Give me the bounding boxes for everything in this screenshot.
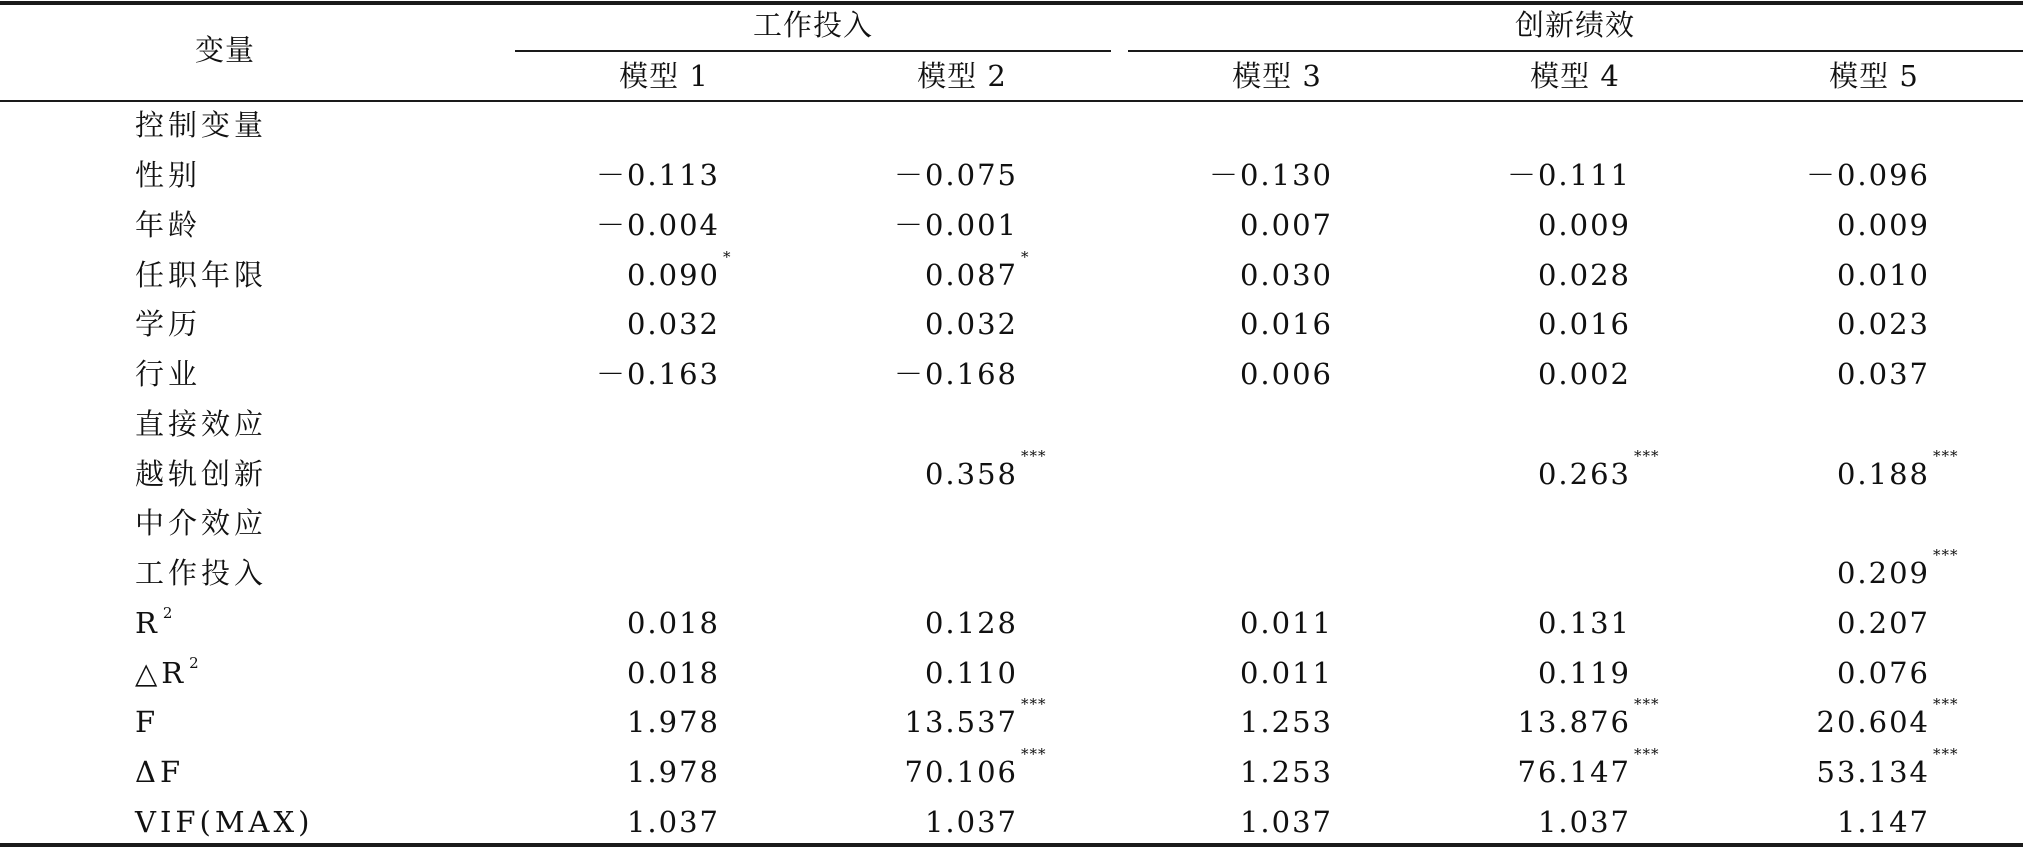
- table-cell: [1209, 158, 1333, 192]
- row-label-text: R: [135, 606, 161, 640]
- row-label-text: VIF(MAX): [135, 805, 314, 839]
- cell-value: 1.147: [1836, 805, 1930, 839]
- row-label: [135, 755, 184, 789]
- table-cell: [1837, 357, 1930, 391]
- cell-value: 53.134: [1816, 755, 1930, 789]
- cell-value: 0.076: [1836, 656, 1930, 690]
- cell-value: 13.537: [904, 705, 1018, 739]
- table-cell: [1837, 805, 1930, 839]
- cell-value: －0.075: [893, 158, 1018, 192]
- table-cell: [924, 248, 1030, 292]
- cell-value: 0.006: [1239, 357, 1333, 391]
- cell-value: 0.016: [1537, 307, 1631, 341]
- row-label: [135, 258, 267, 292]
- group2-underline: [1128, 50, 2023, 52]
- table-cell: [1837, 258, 1930, 292]
- row-label-text: △R: [135, 656, 188, 690]
- row-label: [135, 407, 267, 441]
- row-label-text: 行业: [135, 357, 202, 391]
- cell-value: －0.163: [595, 357, 720, 391]
- cell-value: 13.876: [1517, 705, 1631, 739]
- table-cell: [1240, 357, 1333, 391]
- cell-value: 0.037: [1836, 357, 1930, 391]
- cell-value: 76.147: [1517, 755, 1631, 789]
- table-cell: [1240, 307, 1333, 341]
- cell-value: 1.037: [1239, 805, 1333, 839]
- cell-value: －0.004: [595, 208, 720, 242]
- row-label-superscript: 2: [162, 604, 173, 623]
- table-cell: [596, 158, 720, 192]
- table-cell: [1538, 357, 1631, 391]
- significance-mark: *: [723, 248, 732, 266]
- table-cell: [1240, 606, 1333, 640]
- bottom-rule: [0, 843, 2023, 847]
- row-label: [135, 158, 201, 192]
- table-cell: [1538, 606, 1631, 640]
- cell-value: 0.119: [1537, 656, 1631, 690]
- significance-mark: ***: [1933, 745, 1959, 763]
- row-label-text: 工作投入: [135, 556, 268, 590]
- cell-value: 0.030: [1239, 258, 1333, 292]
- table-cell: [1837, 606, 1930, 640]
- significance-mark: ***: [1634, 695, 1660, 713]
- row-label: [135, 656, 199, 690]
- table-cell: [1507, 158, 1631, 192]
- row-label-text: 越轨创新: [135, 457, 268, 491]
- cell-value: 0.110: [924, 656, 1018, 690]
- significance-mark: ***: [1021, 447, 1047, 465]
- cell-value: 1.037: [924, 805, 1018, 839]
- cell-value: 0.090: [626, 258, 720, 292]
- cell-value: 0.207: [1836, 606, 1930, 640]
- row-label-text: F: [135, 705, 160, 739]
- cell-value: －0.111: [1506, 158, 1631, 192]
- row-label: [135, 357, 201, 391]
- cell-value: 0.023: [1836, 307, 1930, 341]
- cell-value: 1.037: [1537, 805, 1631, 839]
- significance-mark: ***: [1933, 695, 1959, 713]
- cell-value: 1.253: [1239, 705, 1333, 739]
- table-cell: [925, 805, 1018, 839]
- significance-mark: ***: [1021, 745, 1047, 763]
- table-cell: [1837, 307, 1930, 341]
- row-label: [135, 556, 267, 590]
- table-cell: [1240, 208, 1333, 242]
- row-label-text: 性别: [135, 158, 202, 192]
- model-header: 模型 3: [1232, 59, 1322, 93]
- cell-value: 0.188: [1836, 457, 1930, 491]
- table-cell: [1538, 307, 1631, 341]
- cell-value: 0.011: [1239, 656, 1333, 690]
- row-label: [135, 506, 267, 540]
- significance-mark: ***: [1634, 447, 1660, 465]
- row-label-text: 中介效应: [135, 506, 268, 540]
- table-cell: [627, 805, 720, 839]
- table-cell: [904, 695, 1047, 739]
- table-cell: [1537, 447, 1660, 491]
- cell-value: 0.002: [1537, 357, 1631, 391]
- table-cell: [1240, 755, 1333, 789]
- row-label-text: ΔF: [135, 755, 185, 789]
- significance-mark: ***: [1933, 546, 1959, 564]
- cell-value: 1.037: [626, 805, 720, 839]
- row-label: [135, 307, 201, 341]
- table-cell: [1837, 208, 1930, 242]
- table-cell: [1517, 745, 1660, 789]
- table-cell: [894, 357, 1018, 391]
- table-cell: [596, 208, 720, 242]
- row-label: [135, 457, 267, 491]
- table-cell: [894, 208, 1018, 242]
- model-header: 模型 1: [619, 59, 709, 93]
- table-cell: [627, 307, 720, 341]
- table-cell: [1816, 745, 1959, 789]
- significance-mark: ***: [1021, 695, 1047, 713]
- table-cell: [1538, 208, 1631, 242]
- cell-value: 0.016: [1239, 307, 1333, 341]
- cell-value: 0.358: [924, 457, 1018, 491]
- row-label-superscript: 2: [189, 654, 199, 673]
- table-cell: [1240, 805, 1333, 839]
- row-label: [135, 705, 159, 739]
- row-label-text: 控制变量: [135, 108, 268, 142]
- cell-value: 0.032: [924, 307, 1018, 341]
- table-cell: [1538, 656, 1631, 690]
- group-header-work-engagement: 工作投入: [752, 8, 874, 42]
- table-cell: [925, 656, 1018, 690]
- cell-value: 0.028: [1537, 258, 1631, 292]
- model-header: 模型 5: [1829, 59, 1919, 93]
- row-label: [135, 606, 172, 640]
- table-cell: [596, 357, 720, 391]
- row-label-text: 年龄: [135, 208, 202, 242]
- significance-mark: *: [1021, 248, 1030, 266]
- cell-value: 0.087: [924, 258, 1018, 292]
- cell-value: 0.007: [1239, 208, 1333, 242]
- cell-value: 1.978: [626, 705, 720, 739]
- table-cell: [1816, 695, 1959, 739]
- table-cell: [1836, 546, 1959, 590]
- table-cell: [1240, 258, 1333, 292]
- table-cell: [924, 447, 1047, 491]
- cell-value: －0.096: [1805, 158, 1930, 192]
- table-cell: [1240, 705, 1333, 739]
- cell-value: 0.263: [1537, 457, 1631, 491]
- top-rule: [0, 1, 2023, 5]
- cell-value: 0.018: [626, 656, 720, 690]
- table-cell: [894, 158, 1018, 192]
- row-label: [135, 208, 201, 242]
- table-cell: [627, 705, 720, 739]
- row-label-text: 任职年限: [135, 258, 268, 292]
- significance-mark: ***: [1634, 745, 1660, 763]
- table-cell: [904, 745, 1047, 789]
- table-cell: [925, 606, 1018, 640]
- cell-value: 0.018: [626, 606, 720, 640]
- table-cell: [626, 248, 732, 292]
- cell-value: 0.009: [1836, 208, 1930, 242]
- cell-value: 1.978: [626, 755, 720, 789]
- table-cell: [1806, 158, 1930, 192]
- model-header: 模型 2: [917, 59, 1007, 93]
- cell-value: 0.128: [924, 606, 1018, 640]
- table-cell: [1538, 805, 1631, 839]
- cell-value: －0.001: [893, 208, 1018, 242]
- group1-underline: [515, 50, 1111, 52]
- model-header: 模型 4: [1530, 59, 1620, 93]
- cell-value: 70.106: [904, 755, 1018, 789]
- cell-value: －0.130: [1208, 158, 1333, 192]
- cell-value: 0.209: [1836, 556, 1930, 590]
- row-label-text: 直接效应: [135, 407, 268, 441]
- cell-value: 0.131: [1537, 606, 1631, 640]
- table-cell: [1240, 656, 1333, 690]
- table-cell: [925, 307, 1018, 341]
- row-header: 变量: [194, 33, 256, 67]
- cell-value: 0.011: [1239, 606, 1333, 640]
- table-cell: [1836, 447, 1959, 491]
- cell-value: 1.253: [1239, 755, 1333, 789]
- cell-value: 0.010: [1836, 258, 1930, 292]
- cell-value: 20.604: [1816, 705, 1930, 739]
- cell-value: －0.113: [595, 158, 720, 192]
- table-cell: [627, 755, 720, 789]
- cell-value: 0.009: [1537, 208, 1631, 242]
- header-rule: [0, 100, 2023, 102]
- group-header-innovation-performance: 创新绩效: [1514, 8, 1636, 42]
- table-cell: [627, 656, 720, 690]
- row-label: [135, 805, 313, 839]
- table-cell: [1538, 258, 1631, 292]
- table-cell: [1837, 656, 1930, 690]
- row-label: [135, 108, 267, 142]
- row-label-text: 学历: [135, 307, 202, 341]
- table-cell: [1517, 695, 1660, 739]
- table-cell: [627, 606, 720, 640]
- cell-value: －0.168: [893, 357, 1018, 391]
- cell-value: 0.032: [626, 307, 720, 341]
- significance-mark: ***: [1933, 447, 1959, 465]
